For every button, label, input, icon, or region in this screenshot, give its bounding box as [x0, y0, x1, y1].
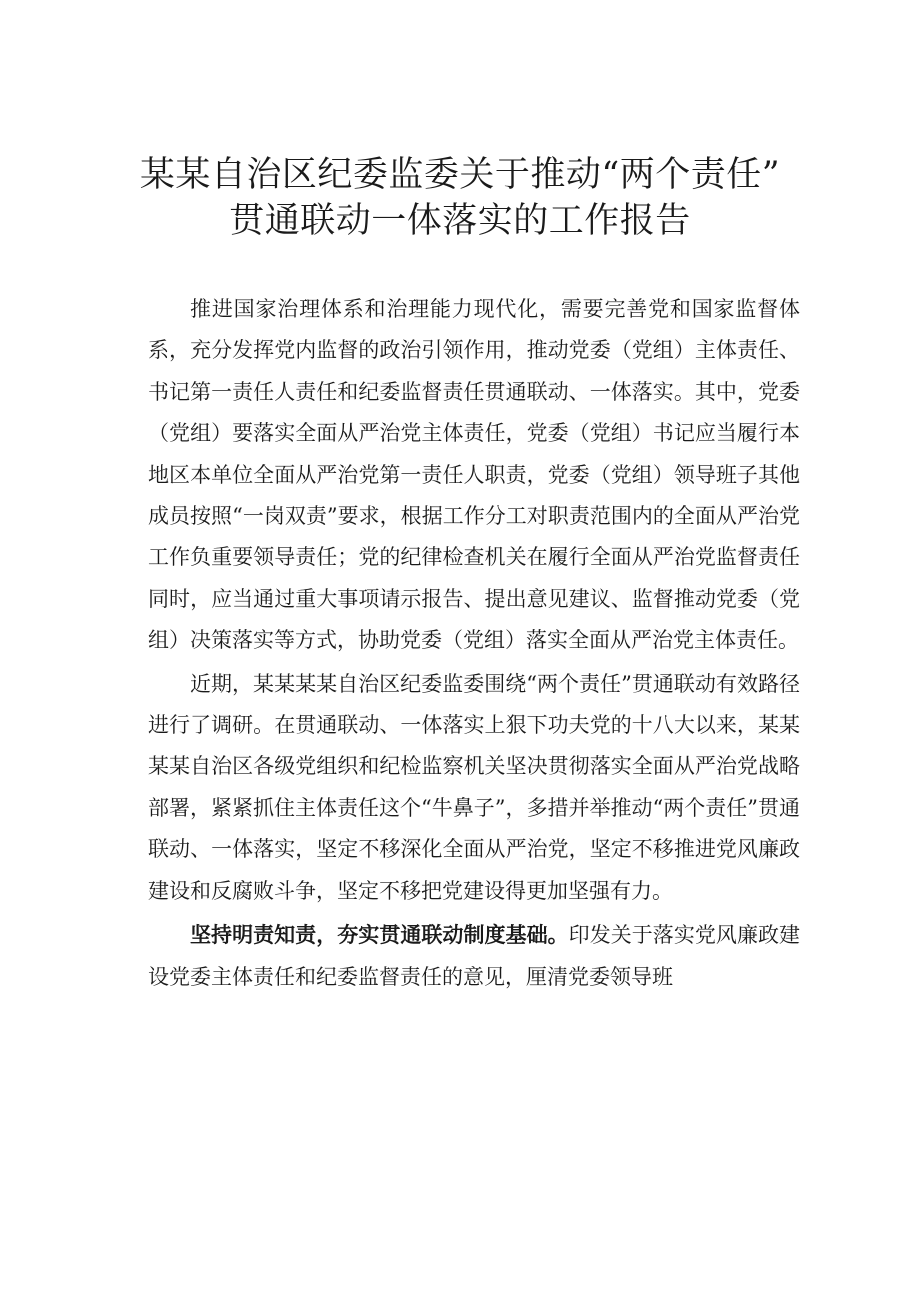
document-body [148, 289, 800, 998]
paragraph-1-text: 推进国家治理体系和治理能力现代化，需要完善党和国家监督体系，充分发挥党内监督的政治引领作用，推动党委（党组）主体责任、书记第一责任人责任和纪委监督责任贯通联动、一体落实。其中，党委（党组）要落实全面从严治党主体责任，党委（党组）书记应当履行本地区本单位全面从严治党第一责任人职责，党委（党组）领导班子其他成员按照“一岗双责”要求，根据工作分工对职责范围内的全面从严治党工作负重要领导责任；党的纪律检查机关在履行全面从严治党监督责任同时，应当通过重大事项请示报告、提出意见建议、监督推动党委（党组）决策落实等方式，协助党委（党组）落实全面从严治党主体责任。 [148, 297, 800, 653]
title-line-1: 某某自治区纪委监委关于推动“两个责任” [139, 155, 781, 195]
paragraph-3 [148, 914, 800, 998]
paragraph-3-text: 印发关于落实党风廉政建设党委主体责任和纪委监督责任的意见，厘清党委领导班 [148, 923, 801, 989]
document-title [120, 152, 800, 244]
paragraph-3-lead: 坚持明责知责，夯实贯通联动制度基础。 [190, 922, 569, 948]
paragraph-2-text: 近期，某某某某自治区纪委监委围绕“两个责任”贯通联动有效路径进行了调研。在贯通联动、一体落实上狠下功夫党的十八大以来，某某某某自治区各级党组织和纪检监察机关坚决贯彻落实全面从严治党战略部署，紧紧抓住主体责任这个“牛鼻子”，多措并举推动“两个责任”贯通联动、一体落实，坚定不移深化全面从严治党，坚定不移推进党风廉政建设和反腐败斗争，坚定不移把党建设得更加坚强有力。 [148, 671, 800, 903]
paragraph-1 [148, 289, 800, 662]
title-line-2: 贯通联动一体落实的工作报告 [229, 201, 691, 241]
paragraph-2 [148, 664, 800, 912]
